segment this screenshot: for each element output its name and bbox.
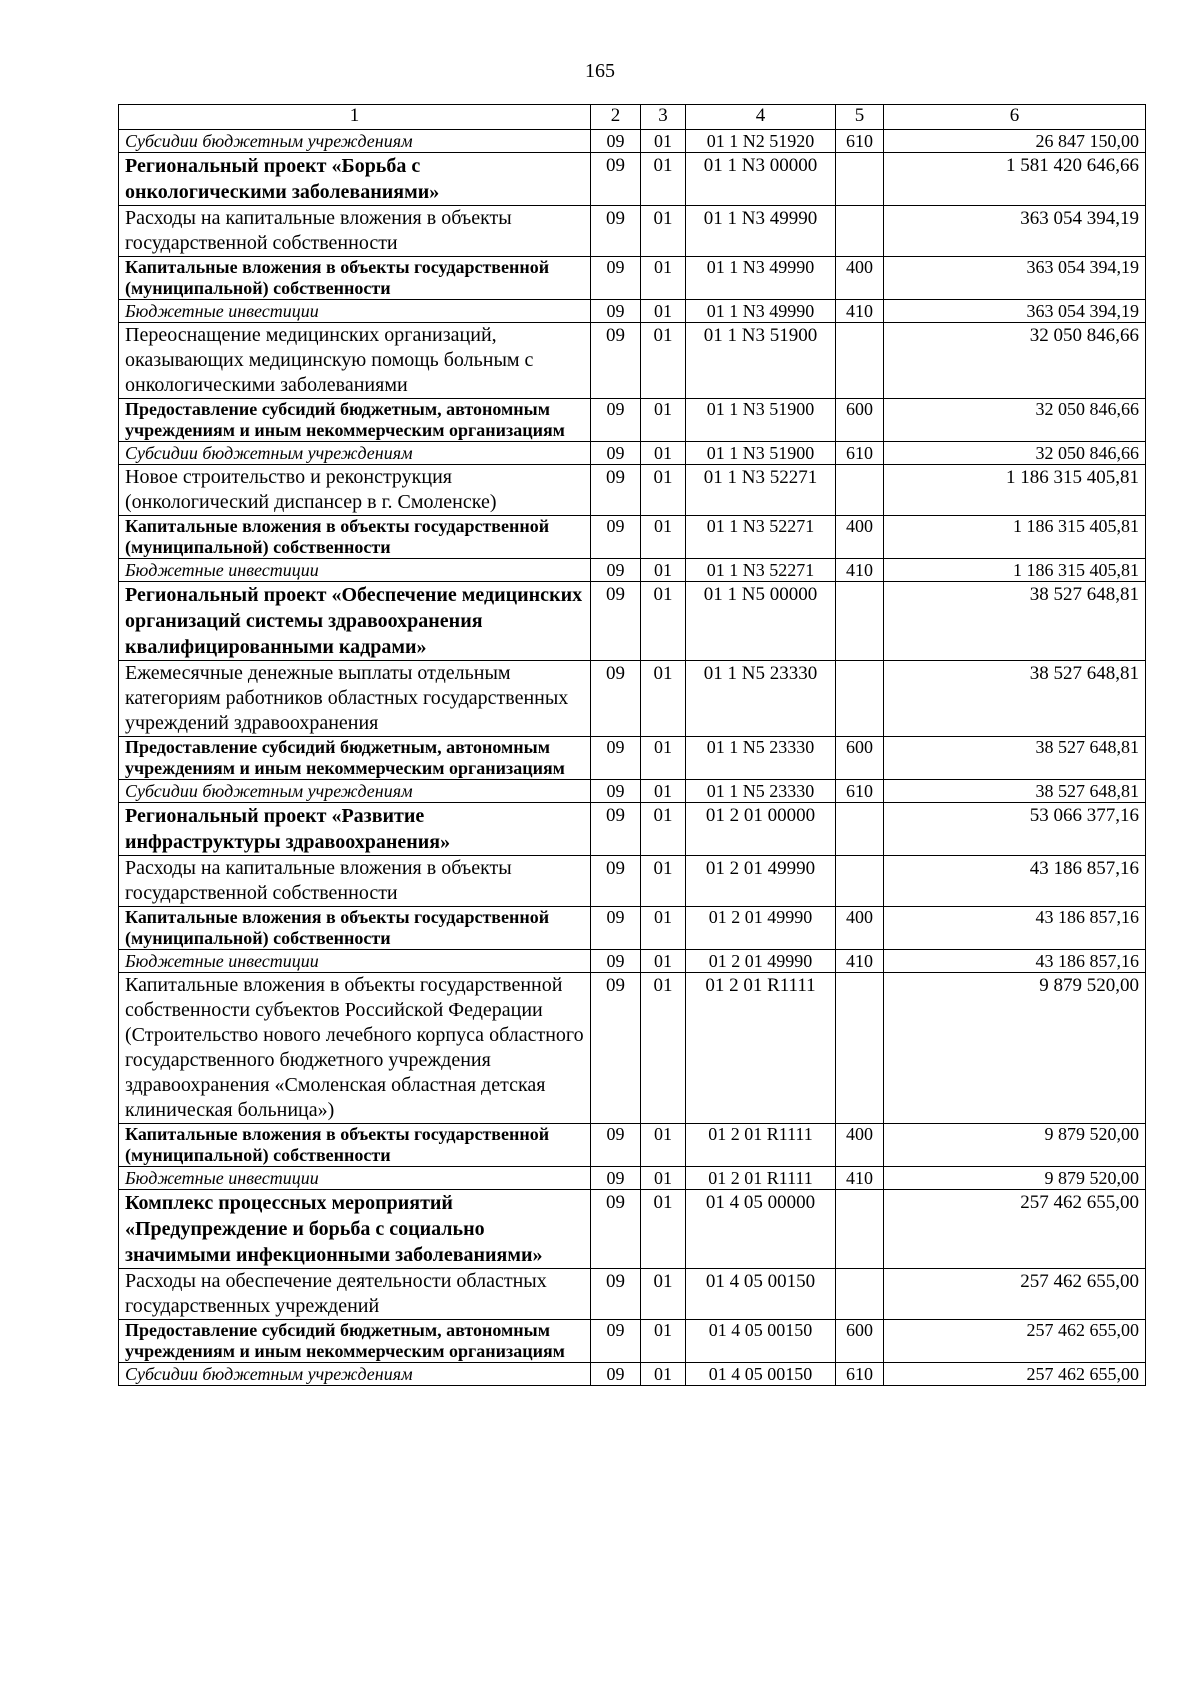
target-article-code: 01 1 N3 49990 — [686, 257, 836, 300]
item-name: Субсидии бюджетным учреждениям — [119, 780, 591, 803]
section-code: 09 — [591, 1124, 641, 1167]
item-name: Субсидии бюджетным учреждениям — [119, 442, 591, 465]
subsection-code: 01 — [641, 1124, 686, 1167]
table-row — [119, 737, 1146, 780]
section-code: 09 — [591, 1190, 641, 1269]
table-row — [119, 559, 1146, 582]
subsection-code: 01 — [641, 1320, 686, 1363]
amount: 38 527 648,81 — [884, 661, 1146, 737]
expense-type-code: 400 — [836, 516, 884, 559]
item-name: Капитальные вложения в объекты государственной собственности субъектов Российской Федерации (Строительство нового лечебного корпуса областного государственного бюджетного учреждения здравоохранения «Смоленская областная детская клиническая больница») — [119, 973, 591, 1124]
subsection-code: 01 — [641, 780, 686, 803]
expense-type-code — [836, 582, 884, 661]
column-header-1: 1 — [119, 105, 591, 130]
amount: 363 054 394,19 — [884, 206, 1146, 257]
item-name: Региональный проект «Обеспечение медицинских организаций системы здравоохранения квалифицированными кадрами» — [119, 582, 591, 661]
section-code: 09 — [591, 950, 641, 973]
expense-type-code: 610 — [836, 1363, 884, 1386]
expense-type-code — [836, 803, 884, 856]
table-row — [119, 661, 1146, 737]
amount: 32 050 846,66 — [884, 442, 1146, 465]
subsection-code: 01 — [641, 582, 686, 661]
target-article-code: 01 1 N3 49990 — [686, 300, 836, 323]
section-code: 09 — [591, 907, 641, 950]
table-row — [119, 516, 1146, 559]
target-article-code: 01 2 01 00000 — [686, 803, 836, 856]
target-article-code: 01 1 N3 52271 — [686, 559, 836, 582]
subsection-code: 01 — [641, 153, 686, 206]
amount: 26 847 150,00 — [884, 130, 1146, 153]
section-code: 09 — [591, 130, 641, 153]
item-name: Предоставление субсидий бюджетным, автономным учреждениям и иным некоммерческим организациям — [119, 399, 591, 442]
item-name: Бюджетные инвестиции — [119, 1167, 591, 1190]
expense-type-code: 600 — [836, 1320, 884, 1363]
amount: 53 066 377,16 — [884, 803, 1146, 856]
subsection-code: 01 — [641, 856, 686, 907]
target-article-code: 01 4 05 00150 — [686, 1363, 836, 1386]
section-code: 09 — [591, 803, 641, 856]
section-code: 09 — [591, 780, 641, 803]
subsection-code: 01 — [641, 950, 686, 973]
amount: 43 186 857,16 — [884, 856, 1146, 907]
target-article-code: 01 1 N3 51900 — [686, 399, 836, 442]
expense-type-code: 600 — [836, 737, 884, 780]
table-row — [119, 780, 1146, 803]
item-name: Предоставление субсидий бюджетным, автономным учреждениям и иным некоммерческим организациям — [119, 1320, 591, 1363]
amount: 363 054 394,19 — [884, 300, 1146, 323]
expense-type-code — [836, 465, 884, 516]
amount: 1 186 315 405,81 — [884, 465, 1146, 516]
subsection-code: 01 — [641, 1363, 686, 1386]
table-header-row — [119, 105, 1146, 130]
subsection-code: 01 — [641, 973, 686, 1124]
item-name: Региональный проект «Развитие инфраструктуры здравоохранения» — [119, 803, 591, 856]
section-code: 09 — [591, 1269, 641, 1320]
item-name: Капитальные вложения в объекты государственной (муниципальной) собственности — [119, 907, 591, 950]
subsection-code: 01 — [641, 130, 686, 153]
amount: 9 879 520,00 — [884, 973, 1146, 1124]
expense-type-code: 610 — [836, 442, 884, 465]
item-name: Ежемесячные денежные выплаты отдельным категориям работников областных государственных учреждений здравоохранения — [119, 661, 591, 737]
expense-type-code: 610 — [836, 130, 884, 153]
target-article-code: 01 1 N2 51920 — [686, 130, 836, 153]
subsection-code: 01 — [641, 737, 686, 780]
item-name: Региональный проект «Борьба с онкологическими заболеваниями» — [119, 153, 591, 206]
table-row — [119, 803, 1146, 856]
amount: 1 581 420 646,66 — [884, 153, 1146, 206]
column-header-6: 6 — [884, 105, 1146, 130]
expense-type-code — [836, 153, 884, 206]
target-article-code: 01 2 01 R1111 — [686, 1124, 836, 1167]
column-header-2: 2 — [591, 105, 641, 130]
target-article-code: 01 1 N5 23330 — [686, 780, 836, 803]
item-name: Субсидии бюджетным учреждениям — [119, 1363, 591, 1386]
section-code: 09 — [591, 300, 641, 323]
section-code: 09 — [591, 1167, 641, 1190]
subsection-code: 01 — [641, 1167, 686, 1190]
target-article-code: 01 1 N5 00000 — [686, 582, 836, 661]
table-row — [119, 206, 1146, 257]
item-name: Капитальные вложения в объекты государственной (муниципальной) собственности — [119, 257, 591, 300]
section-code: 09 — [591, 737, 641, 780]
target-article-code: 01 4 05 00000 — [686, 1190, 836, 1269]
subsection-code: 01 — [641, 516, 686, 559]
amount: 38 527 648,81 — [884, 582, 1146, 661]
target-article-code: 01 2 01 R1111 — [686, 973, 836, 1124]
expense-type-code: 400 — [836, 1124, 884, 1167]
amount: 43 186 857,16 — [884, 907, 1146, 950]
expense-type-code: 410 — [836, 559, 884, 582]
section-code: 09 — [591, 323, 641, 399]
expense-type-code — [836, 661, 884, 737]
target-article-code: 01 1 N3 00000 — [686, 153, 836, 206]
subsection-code: 01 — [641, 257, 686, 300]
item-name: Капитальные вложения в объекты государственной (муниципальной) собственности — [119, 516, 591, 559]
table-row — [119, 442, 1146, 465]
column-header-4: 4 — [686, 105, 836, 130]
table-row — [119, 856, 1146, 907]
amount: 257 462 655,00 — [884, 1269, 1146, 1320]
section-code: 09 — [591, 1363, 641, 1386]
subsection-code: 01 — [641, 300, 686, 323]
item-name: Расходы на капитальные вложения в объекты государственной собственности — [119, 206, 591, 257]
table-row — [119, 1190, 1146, 1269]
table-row — [119, 1167, 1146, 1190]
target-article-code: 01 1 N5 23330 — [686, 737, 836, 780]
item-name: Предоставление субсидий бюджетным, автономным учреждениям и иным некоммерческим организациям — [119, 737, 591, 780]
target-article-code: 01 4 05 00150 — [686, 1320, 836, 1363]
target-article-code: 01 1 N5 23330 — [686, 661, 836, 737]
item-name: Бюджетные инвестиции — [119, 300, 591, 323]
section-code: 09 — [591, 257, 641, 300]
subsection-code: 01 — [641, 907, 686, 950]
item-name: Новое строительство и реконструкция (онкологический диспансер в г. Смоленске) — [119, 465, 591, 516]
item-name: Бюджетные инвестиции — [119, 950, 591, 973]
table-row — [119, 399, 1146, 442]
expense-type-code: 610 — [836, 780, 884, 803]
section-code: 09 — [591, 442, 641, 465]
target-article-code: 01 2 01 49990 — [686, 950, 836, 973]
amount: 257 462 655,00 — [884, 1190, 1146, 1269]
item-name: Расходы на капитальные вложения в объекты государственной собственности — [119, 856, 591, 907]
table-row — [119, 130, 1146, 153]
section-code: 09 — [591, 206, 641, 257]
expense-type-code — [836, 206, 884, 257]
table-row — [119, 582, 1146, 661]
subsection-code: 01 — [641, 206, 686, 257]
expense-type-code — [836, 973, 884, 1124]
amount: 1 186 315 405,81 — [884, 516, 1146, 559]
item-name: Переоснащение медицинских организаций, оказывающих медицинскую помощь больным с онкологическими заболеваниями — [119, 323, 591, 399]
amount: 257 462 655,00 — [884, 1320, 1146, 1363]
amount: 43 186 857,16 — [884, 950, 1146, 973]
amount: 1 186 315 405,81 — [884, 559, 1146, 582]
column-header-3: 3 — [641, 105, 686, 130]
table-row — [119, 1269, 1146, 1320]
table-row — [119, 323, 1146, 399]
expense-type-code — [836, 856, 884, 907]
amount: 32 050 846,66 — [884, 323, 1146, 399]
section-code: 09 — [591, 399, 641, 442]
target-article-code: 01 2 01 49990 — [686, 856, 836, 907]
section-code: 09 — [591, 661, 641, 737]
amount: 257 462 655,00 — [884, 1363, 1146, 1386]
target-article-code: 01 1 N3 51900 — [686, 442, 836, 465]
item-name: Капитальные вложения в объекты государственной (муниципальной) собственности — [119, 1124, 591, 1167]
table-row — [119, 257, 1146, 300]
section-code: 09 — [591, 973, 641, 1124]
column-header-5: 5 — [836, 105, 884, 130]
amount: 9 879 520,00 — [884, 1124, 1146, 1167]
subsection-code: 01 — [641, 1269, 686, 1320]
subsection-code: 01 — [641, 442, 686, 465]
section-code: 09 — [591, 1320, 641, 1363]
section-code: 09 — [591, 856, 641, 907]
item-name: Расходы на обеспечение деятельности областных государственных учреждений — [119, 1269, 591, 1320]
expense-type-code: 410 — [836, 950, 884, 973]
target-article-code: 01 2 01 R1111 — [686, 1167, 836, 1190]
budget-table — [118, 104, 1146, 1386]
subsection-code: 01 — [641, 559, 686, 582]
amount: 9 879 520,00 — [884, 1167, 1146, 1190]
subsection-code: 01 — [641, 1190, 686, 1269]
section-code: 09 — [591, 516, 641, 559]
expense-type-code: 600 — [836, 399, 884, 442]
section-code: 09 — [591, 582, 641, 661]
table-row — [119, 300, 1146, 323]
table-row — [119, 907, 1146, 950]
table-body — [119, 130, 1146, 1386]
section-code: 09 — [591, 465, 641, 516]
expense-type-code: 400 — [836, 257, 884, 300]
amount: 38 527 648,81 — [884, 737, 1146, 780]
target-article-code: 01 2 01 49990 — [686, 907, 836, 950]
target-article-code: 01 1 N3 51900 — [686, 323, 836, 399]
expense-type-code — [836, 323, 884, 399]
table-row — [119, 950, 1146, 973]
target-article-code: 01 1 N3 49990 — [686, 206, 836, 257]
subsection-code: 01 — [641, 399, 686, 442]
expense-type-code: 410 — [836, 300, 884, 323]
section-code: 09 — [591, 153, 641, 206]
table-row — [119, 1320, 1146, 1363]
page-number: 165 — [585, 60, 615, 82]
expense-type-code — [836, 1190, 884, 1269]
expense-type-code: 400 — [836, 907, 884, 950]
amount: 363 054 394,19 — [884, 257, 1146, 300]
table-row — [119, 1124, 1146, 1167]
item-name: Субсидии бюджетным учреждениям — [119, 130, 591, 153]
subsection-code: 01 — [641, 803, 686, 856]
subsection-code: 01 — [641, 323, 686, 399]
section-code: 09 — [591, 559, 641, 582]
table-row — [119, 465, 1146, 516]
amount: 38 527 648,81 — [884, 780, 1146, 803]
target-article-code: 01 1 N3 52271 — [686, 465, 836, 516]
item-name: Бюджетные инвестиции — [119, 559, 591, 582]
target-article-code: 01 1 N3 52271 — [686, 516, 836, 559]
item-name: Комплекс процессных мероприятий «Предупреждение и борьба с социально значимыми инфекционными заболеваниями» — [119, 1190, 591, 1269]
table-row — [119, 153, 1146, 206]
expense-type-code: 410 — [836, 1167, 884, 1190]
amount: 32 050 846,66 — [884, 399, 1146, 442]
table-row — [119, 1363, 1146, 1386]
subsection-code: 01 — [641, 465, 686, 516]
target-article-code: 01 4 05 00150 — [686, 1269, 836, 1320]
expense-type-code — [836, 1269, 884, 1320]
subsection-code: 01 — [641, 661, 686, 737]
table-row — [119, 973, 1146, 1124]
